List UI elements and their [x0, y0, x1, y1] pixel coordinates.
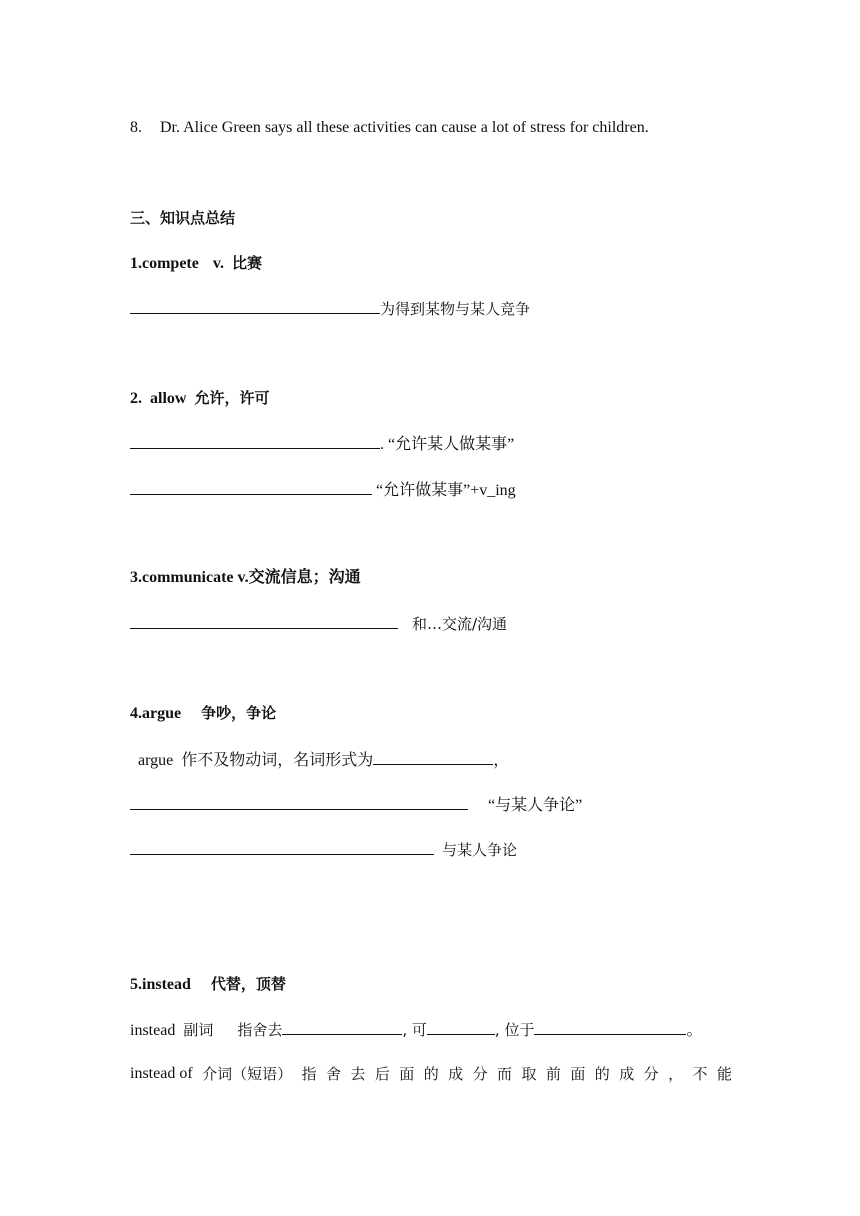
point-1-line-1	[130, 298, 530, 320]
point-5-line-2-char: 舍	[325, 1065, 341, 1083]
point-2-title	[130, 388, 269, 409]
point-5-line-2-char: 面	[570, 1065, 586, 1083]
point-4-line-1-suffix: ，	[493, 752, 510, 769]
point-5-line-2-label: 介词（短语）	[202, 1065, 293, 1083]
point-2-line-2	[130, 479, 516, 501]
point-5-line-1-word: instead	[130, 1022, 176, 1039]
point-5-line-2-char: ，	[668, 1065, 684, 1083]
point-2-line-2-text: “允许做某事”+v_ing	[372, 482, 516, 499]
point-5-line-1-part3: , 位于	[494, 1021, 535, 1039]
point-5-line-2-char: 分	[472, 1065, 488, 1083]
item-8	[130, 118, 649, 138]
point-5-line-2-char: 分	[643, 1065, 659, 1083]
point-5-line-2-char: 成	[448, 1065, 464, 1083]
point-5-line-2-char: 的	[423, 1065, 439, 1083]
section-heading: 三、知识点总结	[130, 209, 236, 227]
point-4-line-2-text: “与某人争论”	[488, 797, 583, 814]
point-5-line-1-label: 副词	[183, 1021, 214, 1039]
point-5-line-2-char: 不	[692, 1065, 708, 1083]
point-1-title	[130, 253, 262, 274]
fill-blank[interactable]	[130, 433, 380, 449]
point-5-title	[130, 974, 286, 995]
fill-blank[interactable]	[373, 749, 493, 765]
point-5-line-2	[130, 1064, 732, 1084]
point-3-title: 3.communicate v.交流信息；沟通	[130, 569, 361, 586]
point-2-word: 2. allow	[130, 390, 187, 407]
point-1-line-1-text: 为得到某物与某人竞争	[380, 300, 531, 318]
fill-blank[interactable]	[282, 1019, 402, 1035]
point-4-line-1	[138, 749, 509, 771]
point-5-line-2-char: 的	[594, 1065, 610, 1083]
item-8-number: 8.	[130, 119, 142, 136]
point-4-line-3-text: 与某人争论	[442, 841, 518, 859]
point-1-pos: v.	[212, 255, 224, 272]
point-3-line-1	[130, 613, 507, 635]
point-4-line-1-prefix: argue 作不及物动词，名词形式为	[138, 752, 374, 769]
point-2-line-1-text: . “允许某人做某事”	[380, 436, 515, 453]
fill-blank[interactable]	[130, 298, 380, 314]
point-4-title	[130, 703, 276, 724]
point-1-meaning: 比赛	[231, 254, 262, 272]
point-5-meaning: 代替，顶替	[210, 975, 286, 993]
point-5-line-2-char: 前	[545, 1065, 561, 1083]
point-5-line-1-part2: , 可	[402, 1021, 427, 1039]
point-4-line-3	[130, 839, 517, 861]
point-5-line-1-part1: 指舍去	[237, 1021, 283, 1039]
point-4-word: 4.argue	[130, 705, 182, 722]
point-5-line-2-char: 去	[350, 1065, 366, 1083]
point-5-line-2-char: 指	[301, 1065, 317, 1083]
point-5-word: 5.instead	[130, 976, 191, 993]
point-5-line-2-char: 面	[399, 1065, 415, 1083]
point-3-line-1-text: 和…交流/沟通	[412, 615, 508, 633]
fill-blank[interactable]	[130, 794, 468, 810]
fill-blank[interactable]	[130, 613, 398, 629]
point-4-line-2	[130, 794, 582, 816]
point-2-meaning: 允许，许可	[194, 389, 270, 407]
point-5-line-2-word: instead of	[130, 1065, 193, 1082]
point-4-meaning: 争吵，争论	[201, 704, 277, 722]
point-5-line-2-char: 取	[521, 1065, 537, 1083]
point-5-line-2-char: 能	[716, 1065, 732, 1083]
fill-blank[interactable]	[534, 1019, 686, 1035]
point-5-line-2-char: 成	[619, 1065, 635, 1083]
point-5-line-2-char: 后	[374, 1065, 390, 1083]
point-2-line-1	[130, 433, 514, 455]
point-1-word: 1.compete	[130, 255, 199, 272]
fill-blank[interactable]	[130, 839, 434, 855]
fill-blank[interactable]	[130, 479, 372, 495]
point-5-line-2-char: 而	[497, 1065, 513, 1083]
point-5-line-1	[130, 1019, 702, 1041]
point-5-line-1-end: 。	[686, 1022, 703, 1039]
item-8-text: Dr. Alice Green says all these activities can cause a lot of stress for children.	[160, 119, 649, 136]
fill-blank[interactable]	[427, 1019, 495, 1035]
